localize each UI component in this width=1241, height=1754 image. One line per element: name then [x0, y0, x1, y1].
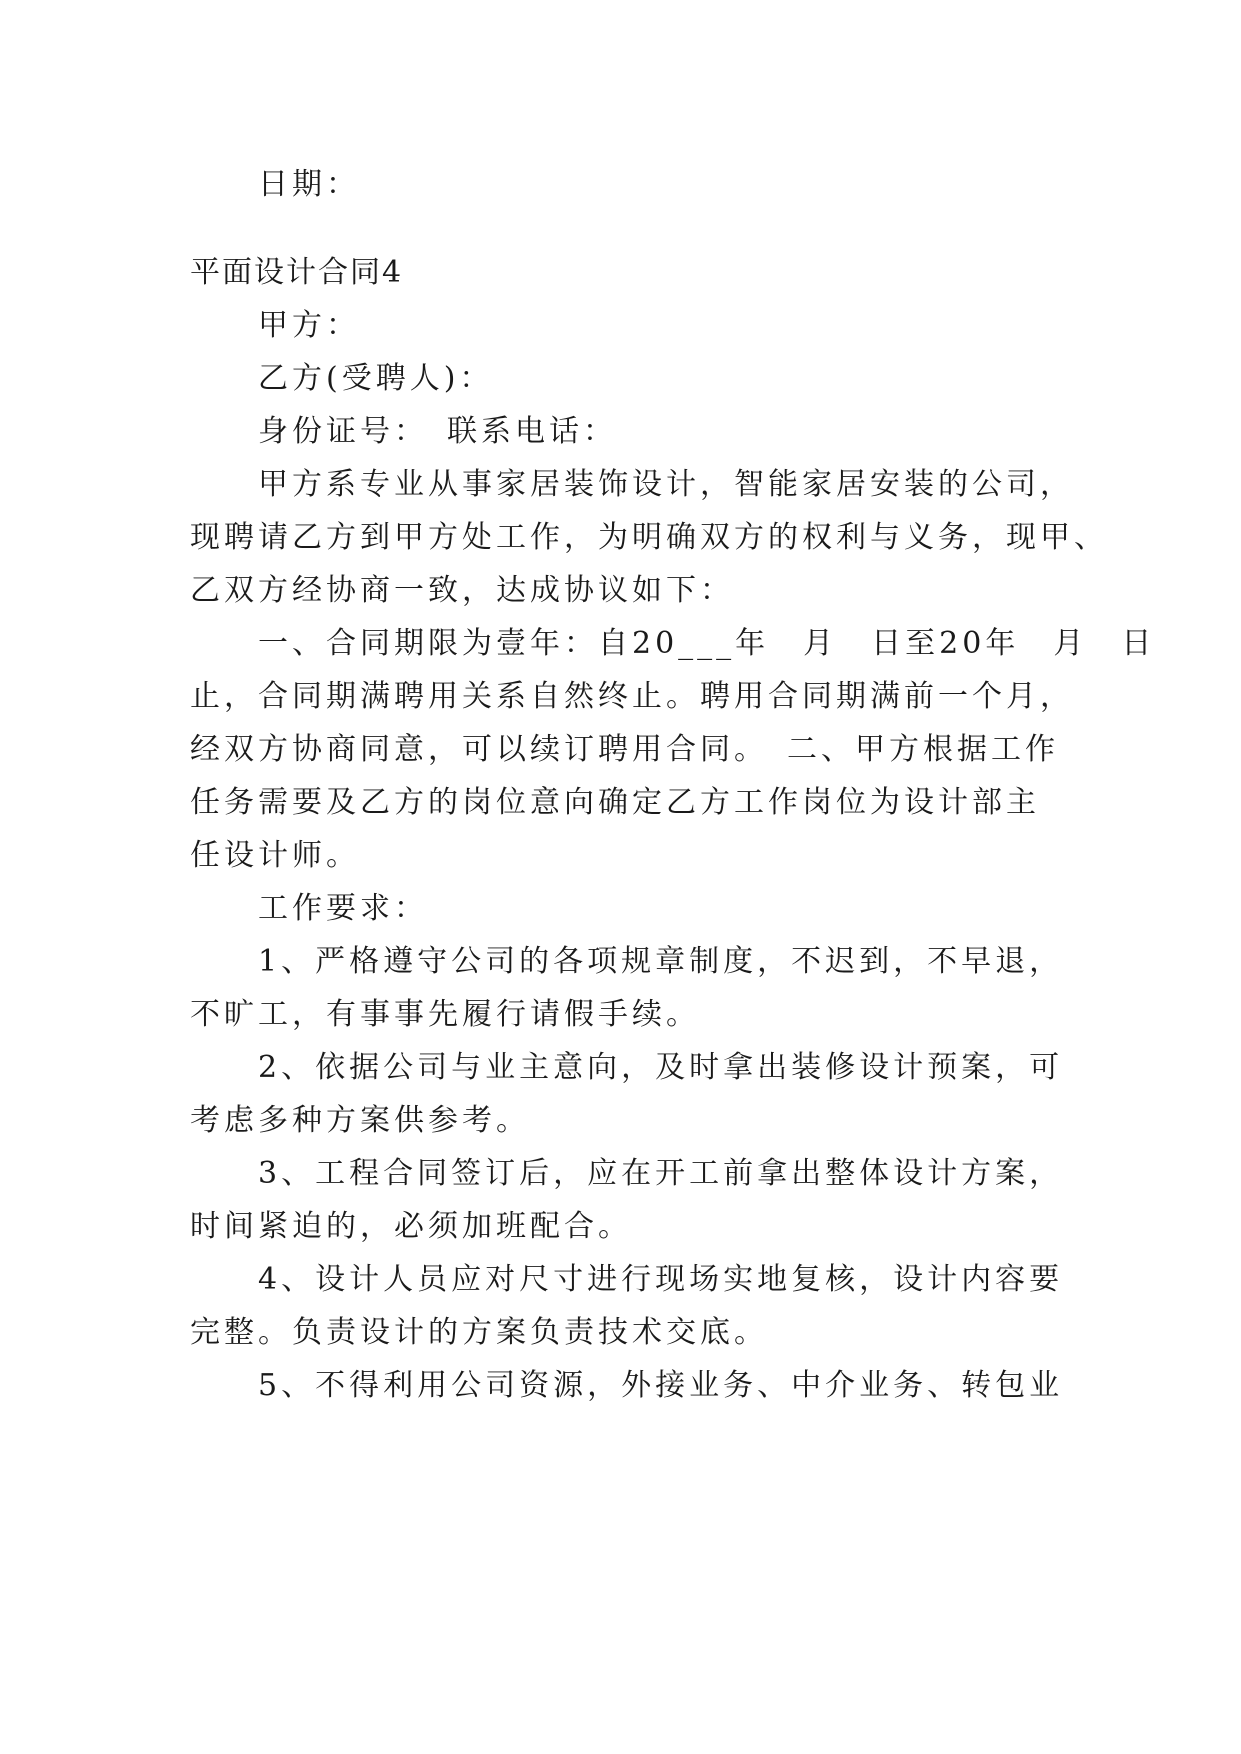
party-a-label: 甲方：: [258, 308, 360, 343]
clause-1-line: 任务需要及乙方的岗位意向确定乙方工作岗位为设计部主: [190, 785, 1040, 820]
requirement-3-line: 时间紧迫的，必须加班配合。: [190, 1209, 632, 1244]
clause-1-line: 任设计师。: [190, 838, 360, 873]
clause-1-line: 经双方协商同意，可以续订聘用合同。 二、甲方根据工作: [190, 732, 1059, 767]
requirement-1-line: 1、严格遵守公司的各项规章制度，不迟到，不早退，: [258, 944, 1064, 979]
requirement-1-line: 不旷工，有事事先履行请假手续。: [190, 997, 700, 1032]
requirement-4-line: 完整。负责设计的方案负责技术交底。: [190, 1315, 768, 1350]
requirement-5-line: 5、不得利用公司资源，外接业务、中介业务、转包业: [258, 1368, 1064, 1403]
requirement-3-line: 3、工程合同签订后，应在开工前拿出整体设计方案，: [258, 1156, 1064, 1191]
party-b-label: 乙方(受聘人)：: [258, 361, 494, 396]
requirements-heading: 工作要求：: [258, 891, 428, 926]
intro-line: 甲方系专业从事家居装饰设计，智能家居安装的公司，: [258, 467, 1074, 502]
date-label: 日期：: [258, 167, 360, 202]
id-phone-label: 身份证号： 联系电话：: [258, 414, 617, 449]
requirement-4-line: 4、设计人员应对尺寸进行现场实地复核，设计内容要: [258, 1262, 1064, 1297]
clause-1-line: 一、合同期限为壹年：自20___年 月 日至20年 月 日: [258, 626, 1156, 661]
intro-line: 乙双方经协商一致，达成协议如下：: [190, 573, 734, 608]
requirement-2-line: 考虑多种方案供参考。: [190, 1103, 530, 1138]
document-title: 平面设计合同4: [190, 255, 404, 290]
clause-1-line: 止，合同期满聘用关系自然终止。聘用合同期满前一个月，: [190, 679, 1074, 714]
intro-line: 现聘请乙方到甲方处工作，为明确双方的权利与义务，现甲、: [190, 520, 1108, 555]
requirement-2-line: 2、依据公司与业主意向，及时拿出装修设计预案，可: [258, 1050, 1064, 1085]
